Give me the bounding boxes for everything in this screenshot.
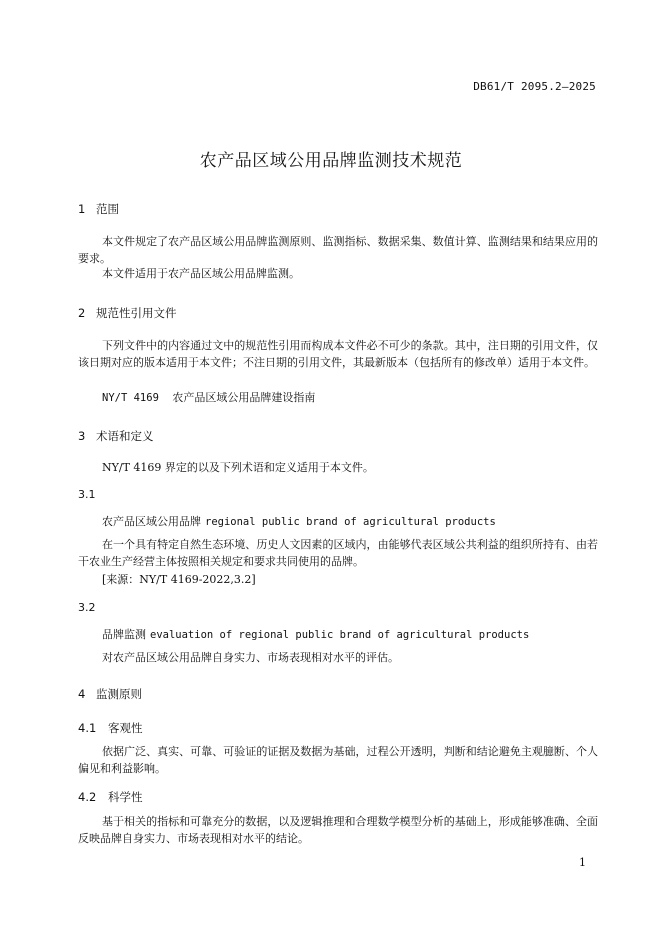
term-zh: 农产品区域公用品牌	[102, 515, 201, 528]
section-1-heading	[78, 201, 119, 217]
section-number: 4.2	[78, 790, 97, 804]
page-title: 农产品区域公用品牌监测技术规范	[199, 151, 463, 171]
section-2-heading	[78, 305, 177, 321]
section-number: 4.1	[78, 721, 97, 735]
term-3-2-definition: 对农产品区域公用品牌自身实力、市场表现相对水平的评估。	[102, 651, 399, 664]
section-2-paragraph-1: 下列文件中的内容通过文中的规范性引用而构成本文件必不可少的条款。其中，注日期的引用文件，仅该日期对应的版本适用于本文件；不注日期的引用文件，其最新版本（包括所有的修改单）适用于本文件。	[78, 339, 598, 369]
section-title: 科学性	[108, 790, 143, 804]
page-number: 1	[579, 856, 586, 869]
section-title: 监测原则	[96, 687, 142, 701]
section-4-heading	[78, 686, 142, 702]
term-en: evaluation of regional public brand of agricultural products	[150, 629, 530, 641]
section-title: 规范性引用文件	[96, 306, 177, 320]
section-title: 客观性	[108, 721, 143, 735]
term-en: regional public brand of agricultural products	[205, 516, 496, 528]
term-3-2-number: 3.2	[78, 601, 96, 614]
reference-title: 农产品区域公用品牌建设指南	[172, 391, 316, 404]
term-3-1-source: [来源：NY/T 4169-2022,3.2]	[102, 573, 256, 586]
section-4-2-heading	[78, 789, 143, 805]
section-title: 范围	[96, 202, 119, 216]
section-4-1-paragraph: 依据广泛、真实、可靠、可验证的证据及数据为基础，过程公开透明，判断和结论避免主观臆断、个人偏见和利益影响。	[78, 745, 598, 775]
section-4-1-heading	[78, 720, 143, 736]
section-number: 2	[78, 306, 86, 320]
section-3-heading	[78, 428, 154, 444]
section-title: 术语和定义	[96, 429, 154, 443]
normative-reference	[102, 390, 315, 406]
section-number: 1	[78, 202, 86, 216]
reference-code: NY/T 4169	[102, 392, 159, 404]
term-3-1-definition: 在一个具有特定自然生态环境、历史人文因素的区域内，由能够代表区域公共利益的组织所持有、由若干农业生产经营主体按照相关规定和要求共同使用的品牌。	[78, 538, 598, 568]
term-3-1-title	[102, 513, 496, 529]
section-1-paragraph-2: 本文件适用于农产品区域公用品牌监测。	[102, 267, 300, 280]
term-3-1-number: 3.1	[78, 488, 96, 501]
term-zh: 品牌监测	[102, 628, 146, 641]
section-1-paragraph-1: 本文件规定了农产品区域公用品牌监测原则、监测指标、数据采集、数值计算、监测结果和结果应用的要求。	[78, 235, 598, 265]
section-number: 4	[78, 687, 86, 701]
section-number: 3	[78, 429, 86, 443]
term-3-2-title	[102, 626, 529, 642]
document-id: DB61/T 2095.2—2025	[473, 80, 596, 93]
section-4-2-paragraph: 基于相关的指标和可靠充分的数据，以及逻辑推理和合理数学模型分析的基础上，形成能够准确、全面反映品牌自身实力、市场表现相对水平的结论。	[78, 815, 598, 845]
section-3-paragraph-1: NY/T 4169 界定的以及下列术语和定义适用于本文件。	[102, 461, 374, 474]
